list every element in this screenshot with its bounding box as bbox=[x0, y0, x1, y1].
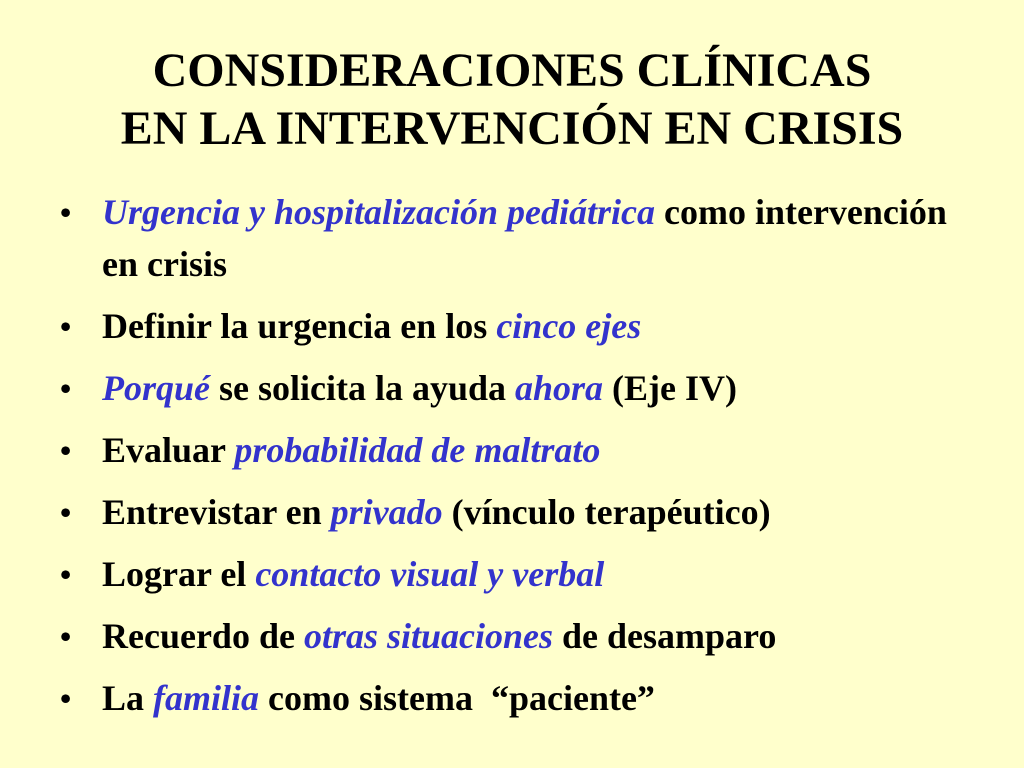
bullet-text bbox=[102, 306, 641, 346]
emphasized-text: Urgencia y hospitalización pediátrica bbox=[102, 192, 655, 232]
plain-text: como intervención en crisis bbox=[102, 192, 956, 284]
slide-title-line-1: CONSIDERACIONES CLÍNICAS bbox=[152, 44, 872, 97]
emphasized-text: familia bbox=[153, 678, 260, 718]
plain-text: Definir la urgencia en los bbox=[102, 306, 497, 346]
emphasized-text: privado bbox=[330, 492, 443, 532]
bullet-item bbox=[60, 486, 980, 538]
plain-text: de desamparo bbox=[553, 616, 777, 656]
plain-text: Entrevistar en bbox=[102, 492, 331, 532]
bullet-point-icon: • bbox=[60, 432, 72, 468]
plain-text: (Eje IV) bbox=[603, 368, 738, 408]
emphasized-text: probabilidad de maltrato bbox=[234, 430, 601, 470]
bullet-text bbox=[102, 430, 600, 470]
bullet-point-icon: • bbox=[60, 194, 72, 230]
bullet-point-icon: • bbox=[60, 370, 72, 406]
bullet-item bbox=[60, 548, 980, 600]
emphasized-text: otras situaciones bbox=[303, 616, 554, 656]
bullet-text bbox=[102, 678, 655, 718]
plain-text: La bbox=[102, 678, 154, 718]
bullet-item bbox=[60, 300, 980, 352]
bullet-text bbox=[102, 192, 956, 284]
plain-text: se solicita la ayuda bbox=[210, 368, 516, 408]
bullet-point-icon: • bbox=[60, 494, 72, 530]
slide-title bbox=[0, 42, 1024, 158]
bullet-item bbox=[60, 610, 980, 662]
plain-text: Lograr el bbox=[102, 554, 256, 594]
bullet-item bbox=[60, 362, 980, 414]
bullet-item bbox=[60, 424, 980, 476]
plain-text: (vínculo terapéutico) bbox=[442, 492, 771, 532]
bullet-text bbox=[102, 554, 604, 594]
bullet-item bbox=[60, 186, 980, 290]
bullet-item bbox=[60, 672, 980, 724]
emphasized-text: Porqué bbox=[102, 368, 210, 408]
plain-text: como sistema “paciente” bbox=[259, 678, 655, 718]
bullet-point-icon: • bbox=[60, 308, 72, 344]
emphasized-text: cinco ejes bbox=[496, 306, 642, 346]
bullet-point-icon: • bbox=[60, 680, 72, 716]
bullet-point-icon: • bbox=[60, 556, 72, 592]
emphasized-text: ahora bbox=[515, 368, 604, 408]
plain-text: Evaluar bbox=[102, 430, 235, 470]
slide-title-line-2: EN LA INTERVENCIÓN EN CRISIS bbox=[120, 102, 904, 155]
bullet-text bbox=[102, 616, 776, 656]
bullet-list bbox=[60, 186, 980, 734]
bullet-text bbox=[102, 492, 771, 532]
bullet-point-icon: • bbox=[60, 618, 72, 654]
bullet-text bbox=[102, 368, 737, 408]
emphasized-text: contacto visual y verbal bbox=[255, 554, 605, 594]
plain-text: Recuerdo de bbox=[102, 616, 304, 656]
